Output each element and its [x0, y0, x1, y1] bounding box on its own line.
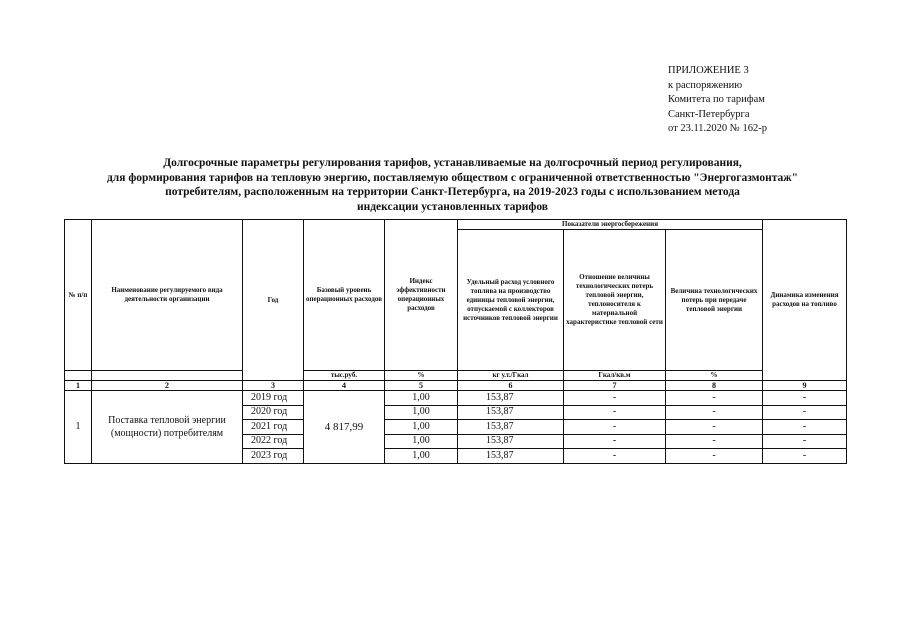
- tariff-parameters-table: [64, 219, 847, 464]
- ratio-cell: -: [564, 391, 666, 406]
- index-cell: 1,00: [385, 405, 458, 420]
- dynamics-cell: -: [763, 391, 847, 406]
- appendix-line: ПРИЛОЖЕНИЕ 3: [668, 65, 749, 76]
- dynamics-cell: -: [763, 449, 847, 464]
- losses-cell: -: [666, 434, 763, 449]
- index-cell: 1,00: [385, 391, 458, 406]
- dynamics-cell: -: [763, 420, 847, 435]
- appendix-header: [668, 64, 767, 137]
- fuel-cell: 153,87: [458, 449, 564, 464]
- appendix-line: к распоряжению: [668, 79, 743, 91]
- losses-cell: -: [666, 420, 763, 435]
- dynamics-cell: -: [763, 434, 847, 449]
- column-number: 9: [763, 381, 847, 391]
- year-cell: 2019 год: [243, 391, 304, 406]
- unit-efficiency-index: %: [385, 371, 458, 381]
- header-year: Год: [243, 220, 304, 381]
- unit-loss-ratio: Гкал/кв.м: [564, 371, 666, 381]
- unit-fuel-consumption: кг у.т./Гкал: [458, 371, 564, 381]
- year-cell: 2020 год: [243, 405, 304, 420]
- title-line: индексации установленных тарифов: [356, 200, 549, 213]
- row-number: 1: [65, 391, 92, 464]
- header-base-level: Базовый уровень операционных расходов: [304, 220, 385, 371]
- unit-cell-empty: [92, 371, 243, 381]
- year-cell: 2023 год: [243, 449, 304, 464]
- column-number: 8: [666, 381, 763, 391]
- column-number: 6: [458, 381, 564, 391]
- header-activity-name: Наименование регулируемого вида деятельности организации: [92, 220, 243, 371]
- document-title: [60, 156, 845, 214]
- fuel-cell: 153,87: [458, 391, 564, 406]
- dynamics-cell: -: [763, 405, 847, 420]
- appendix-line: Комитета по тарифам: [668, 94, 765, 105]
- index-cell: 1,00: [385, 420, 458, 435]
- index-cell: 1,00: [385, 449, 458, 464]
- fuel-cell: 153,87: [458, 434, 564, 449]
- ratio-cell: -: [564, 420, 666, 435]
- year-cell: 2021 год: [243, 420, 304, 435]
- title-line: для формирования тарифов на тепловую энергию, поставляемую обществом с ограниченной ответственностью "Энергогазмонтаж": [106, 171, 799, 184]
- column-number: 2: [92, 381, 243, 391]
- header-energy-saving-group: Показатели энергосбережения: [458, 220, 763, 230]
- losses-cell: -: [666, 391, 763, 406]
- header-fuel-dynamics: Динамика изменения расходов на топливо: [763, 220, 847, 381]
- fuel-cell: 153,87: [458, 405, 564, 420]
- appendix-line: от 23.11.2020 № 162-р: [668, 123, 767, 134]
- fuel-cell: 153,87: [458, 420, 564, 435]
- header-num: № п/п: [65, 220, 92, 371]
- header-fuel-consumption: Удельный расход условного топлива на производство единицы тепловой энергии, отпускаемой с коллекторов источников тепловой энергии: [458, 230, 564, 371]
- column-number: 5: [385, 381, 458, 391]
- header-efficiency-index: Индекс эффективности операционных расходов: [385, 220, 458, 371]
- header-loss-ratio: Отношение величины технологических потерь тепловой энергии, теплоносителя к материальной характеристике тепловой сети: [564, 230, 666, 371]
- table-row: [65, 391, 847, 406]
- column-number: 4: [304, 381, 385, 391]
- ratio-cell: -: [564, 449, 666, 464]
- appendix-line: Санкт-Петербурга: [668, 108, 750, 120]
- ratio-cell: -: [564, 405, 666, 420]
- column-number: 7: [564, 381, 666, 391]
- year-cell: 2022 год: [243, 434, 304, 449]
- index-cell: 1,00: [385, 434, 458, 449]
- ratio-cell: -: [564, 434, 666, 449]
- title-line: Долгосрочные параметры регулирования тарифов, устанавливаемые на долгосрочный период регулирования,: [163, 157, 742, 169]
- losses-cell: -: [666, 449, 763, 464]
- losses-cell: -: [666, 405, 763, 420]
- column-number: 1: [65, 381, 92, 391]
- base-level-value: 4 817,99: [304, 391, 385, 464]
- service-name: Поставка тепловой энергии (мощности) потребителям: [92, 391, 243, 464]
- header-technological-losses: Величина технологических потерь при передаче тепловой энергии: [666, 230, 763, 371]
- column-number: 3: [243, 381, 304, 391]
- unit-technological-losses: %: [666, 371, 763, 381]
- title-line: потребителям, расположенным на территории Санкт-Петербурга, на 2019-2023 годы с использованием метода: [165, 186, 740, 198]
- unit-cell-empty: [65, 371, 92, 381]
- unit-base-level: тыс.руб.: [304, 371, 385, 381]
